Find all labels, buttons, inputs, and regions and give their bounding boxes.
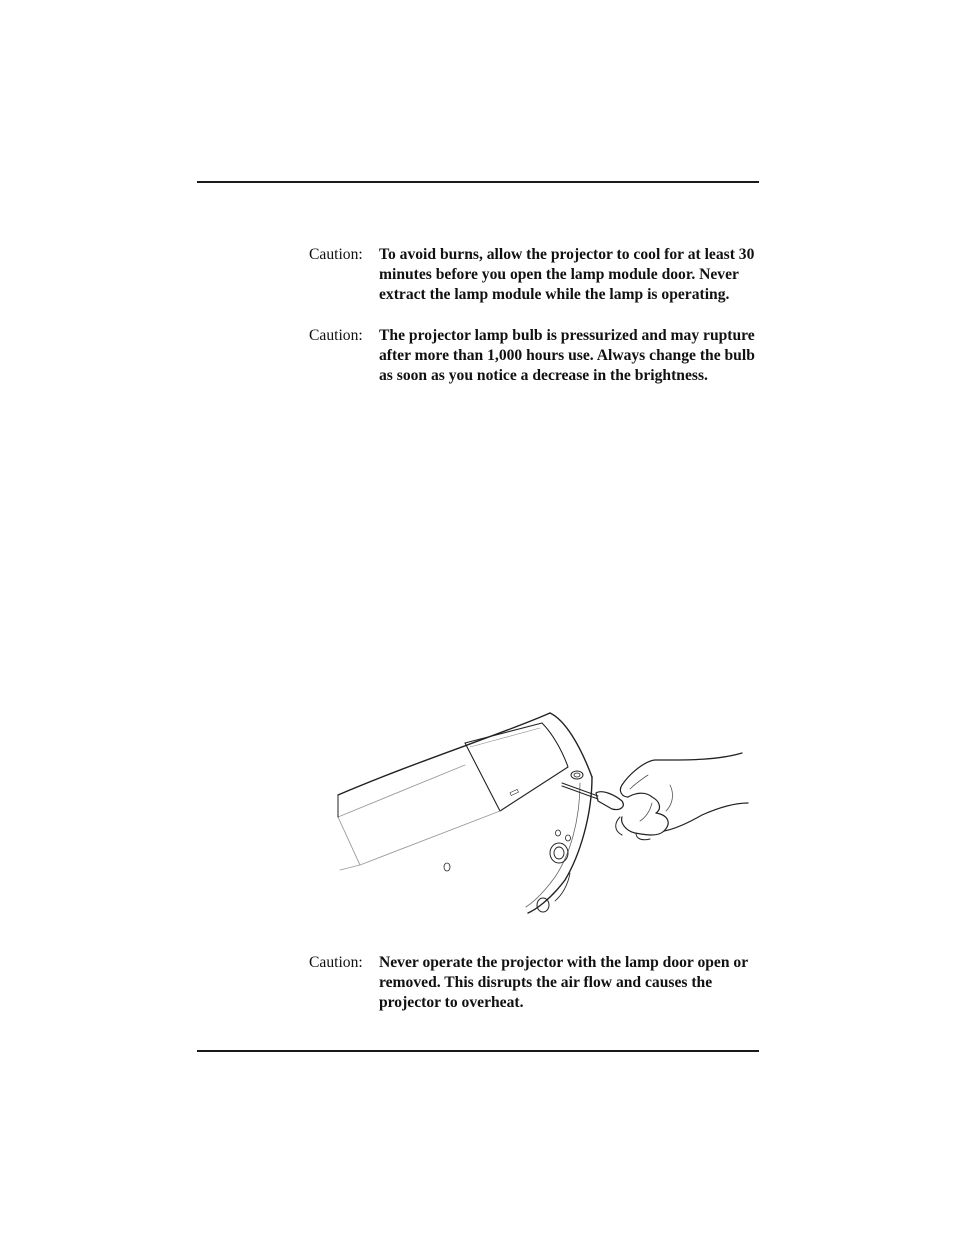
caution-text: Never operate the projector with the lamp door open or removed. This disrupts the air flow and causes the projector to overheat. <box>379 954 748 1012</box>
projector-lamp-door-illustration <box>330 705 755 920</box>
footer-rule <box>197 1050 759 1052</box>
projector-lamp-door-screwdriver-icon <box>330 705 755 920</box>
caution-label: Caution: <box>309 327 363 344</box>
caution-text: The projector lamp bulb is pressurized and may rupture after more than 1,000 hours use. Always change the bulb as soon as you notice a decrease in the brightness. <box>379 327 755 385</box>
caution-note-pressurized-bulb <box>309 326 761 387</box>
header-rule <box>197 181 759 183</box>
caution-note-lamp-door-open <box>309 953 761 1014</box>
caution-label: Caution: <box>309 954 363 971</box>
caution-note-cool-down <box>309 245 761 306</box>
caution-label: Caution: <box>309 246 363 263</box>
caution-text: To avoid burns, allow the projector to cool for at least 30 minutes before you open the lamp module door. Never extract the lamp module while the lamp is operating. <box>379 246 755 304</box>
